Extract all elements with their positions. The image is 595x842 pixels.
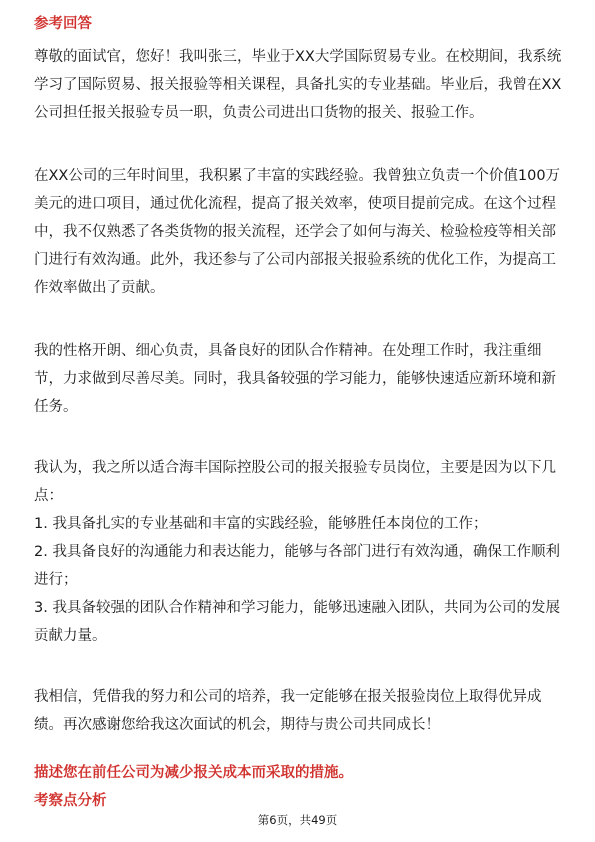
text-line: 学习了国际贸易、报关报验等相关课程，具备扎实的专业基础。毕业后，我曾在XX xyxy=(34,77,562,93)
answer-paragraph-1 xyxy=(34,43,562,127)
answer-heading: 参考回答 xyxy=(34,16,92,32)
text-line: 贡献力量。 xyxy=(34,628,107,644)
text-line: 我相信，凭借我的努力和公司的培养，我一定能够在报关报验岗位上取得优异成 xyxy=(34,689,542,705)
question-heading: 描述您在前任公司为减少报关成本而采取的措施。 xyxy=(34,765,353,781)
text-line: 进行； xyxy=(34,572,78,588)
text-line: 点： xyxy=(34,488,63,504)
answer-paragraph-2 xyxy=(34,162,562,302)
analysis-heading: 考察点分析 xyxy=(34,793,107,809)
text-line: 节，力求做到尽善尽美。同时，我具备较强的学习能力，能够快速适应新环境和新 xyxy=(34,371,556,387)
text-line: 门进行有效沟通。此外，我还参与了公司内部报关报验系统的优化工作，为提高工 xyxy=(34,252,556,268)
text-line: 绩。再次感谢您给我这次面试的机会，期待与贵公司共同成长！ xyxy=(34,717,440,733)
text-line: 美元的进口项目，通过优化流程，提高了报关效率，使项目提前完成。在这个过程 xyxy=(34,196,556,212)
text-line: 中，我不仅熟悉了各类货物的报关流程，还学会了如何与海关、检验检疫等相关部 xyxy=(34,224,556,240)
text-line: 任务。 xyxy=(34,399,78,415)
list-item: 3. 我具备较强的团队合作精神和学习能力，能够迅速融入团队，共同为公司的发展 xyxy=(34,600,560,616)
text-line: 公司担任报关报验专员一职，负责公司进出口货物的报关、报验工作。 xyxy=(34,105,484,121)
text-line: 尊敬的面试官，您好！我叫张三，毕业于XX大学国际贸易专业。在校期间，我系统 xyxy=(34,49,562,65)
answer-paragraph-5 xyxy=(34,683,562,739)
text-line: 在XX公司的三年时间里，我积累了丰富的实践经验。我曾独立负责一个价值100万 xyxy=(34,168,561,184)
page-number: 第6页，共49页 xyxy=(257,813,338,827)
answer-paragraph-3 xyxy=(34,337,562,421)
text-line: 我认为，我之所以适合海丰国际控股公司的报关报验专员岗位，主要是因为以下几 xyxy=(34,460,556,476)
list-item: 2. 我具备良好的沟通能力和表达能力，能够与各部门进行有效沟通，确保工作顺利 xyxy=(34,544,560,560)
list-item: 1. 我具备扎实的专业基础和丰富的实践经验，能够胜任本岗位的工作； xyxy=(34,516,488,532)
text-line: 作效率做出了贡献。 xyxy=(34,280,165,296)
text-line: 我的性格开朗、细心负责，具备良好的团队合作精神。在处理工作时，我注重细 xyxy=(34,343,542,359)
answer-paragraph-4 xyxy=(34,454,562,650)
